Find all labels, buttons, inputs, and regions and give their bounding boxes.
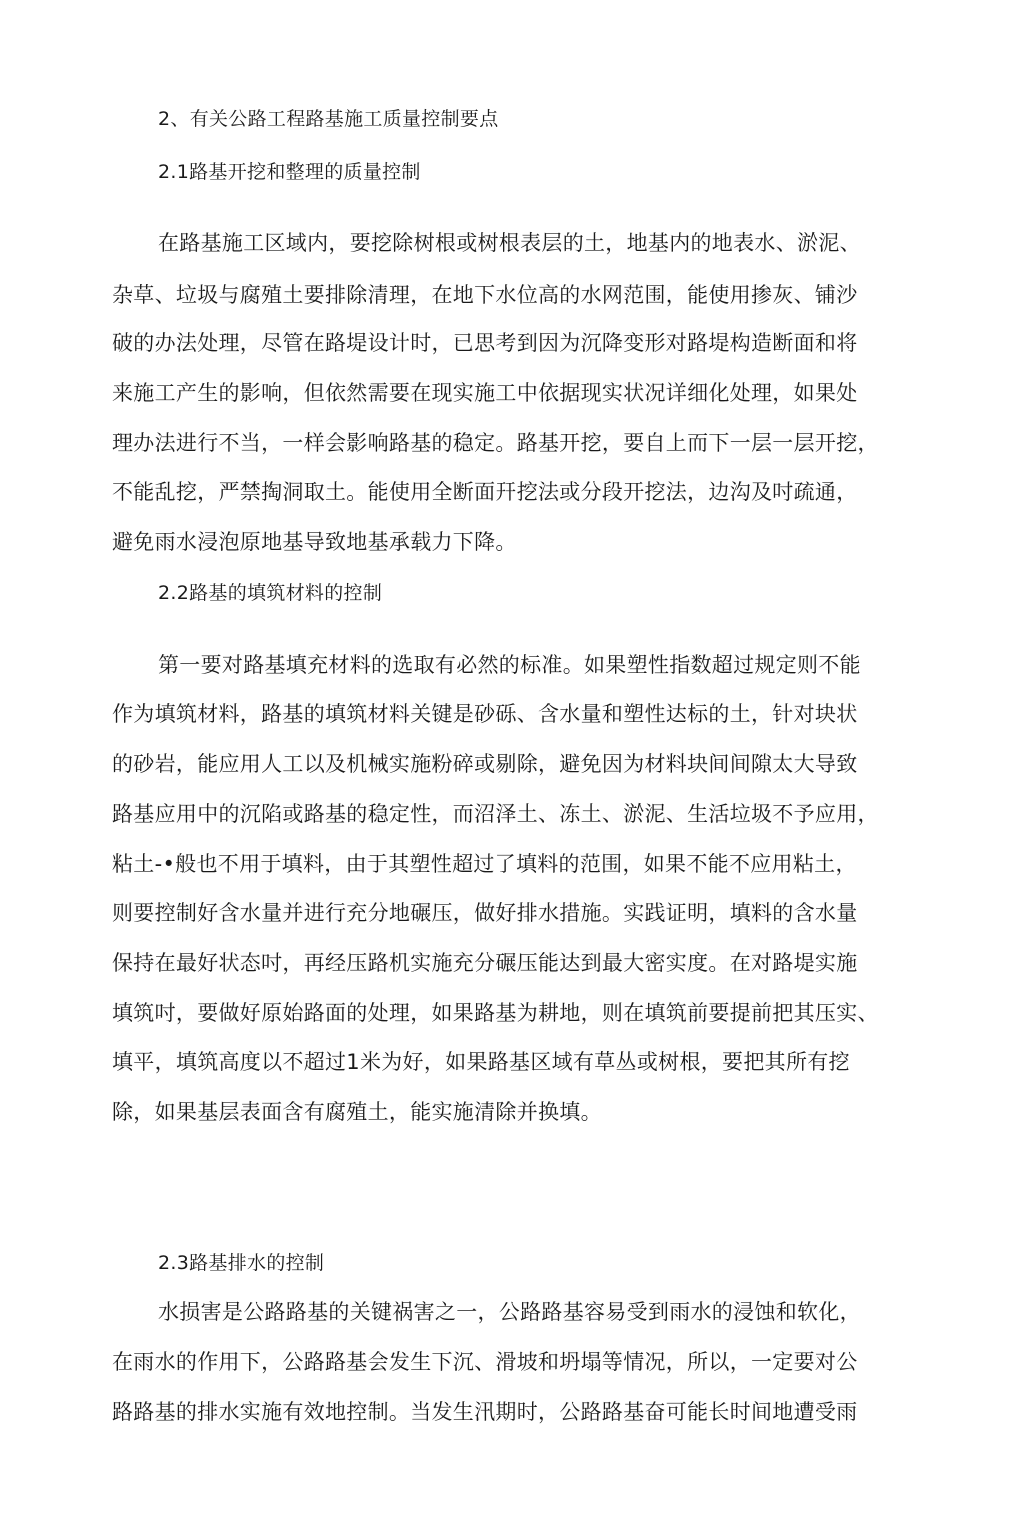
paragraph-line: 的砂岩，能应用人工以及机械实施粉碎或剔除，避免因为材料块间间隙太大导致 [112, 752, 858, 776]
paragraph-line: 水损害是公路路基的关键祸害之一，公路路基容易受到雨水的浸蚀和软化， [158, 1300, 861, 1324]
paragraph-line: 粘土-•般也不用于填料，由于其塑性超过了填料的范围，如果不能不应用粘土， [112, 852, 857, 876]
section-heading-2-2: 2.2路基的填筑材料的控制 [158, 582, 383, 604]
paragraph-line: 除，如果基层表面含有腐殖土，能实施清除并换填。 [112, 1100, 602, 1124]
paragraph-line: 路基应用中的沉陷或路基的稳定性，而沼泽土、冻土、淤泥、生活垃圾不予应用， [112, 802, 879, 826]
paragraph-line: 来施工产生的影响，但依然需要在现实施工中依据现实状况详细化处理，如果处 [112, 381, 858, 405]
paragraph-line: 避免雨水浸泡原地基导致地基承载力下降。 [112, 530, 517, 554]
section-heading-2: 2、有关公路工程路基施工质量控制要点 [158, 108, 499, 130]
paragraph-line: 路路基的排水实施有效地控制。当发生汛期时，公路路基奋可能长时间地遭受雨 [112, 1400, 858, 1424]
paragraph-line: 破的办法处理，尽管在路堤设计时，已思考到因为沉降变形对路堤构造断面和将 [112, 331, 858, 355]
paragraph-line: 理办法进行不当，一样会影响路基的稳定。路基开挖，要自上而下一层一层开挖， [112, 431, 879, 455]
section-heading-2-1: 2.1路基开挖和整理的质量控制 [158, 161, 421, 183]
paragraph-line: 作为填筑材料，路基的填筑材料关键是砂砾、含水量和塑性达标的土，针对块状 [112, 702, 858, 726]
paragraph-line: 不能乱挖，严禁掏洞取土。能使用全断面幵挖法或分段开挖法，边沟及吋疏通， [112, 480, 858, 504]
paragraph-line: 在雨水的作用下，公路路基会发生下沉、滑坡和坍塌等情况，所以，一定要对公 [112, 1350, 858, 1374]
paragraph-line: 填平，填筑高度以不超过1米为好，如果路基区域有草丛或树根，要把其所有挖 [112, 1050, 850, 1074]
section-heading-2-3: 2.3路基排水的控制 [158, 1252, 325, 1274]
paragraph-line: 保持在最好状态吋，再经压路机实施充分碾压能达到最大密实度。在对路堤实施 [112, 951, 858, 975]
paragraph-line: 则要控制好含水量并进行充分地碾压，做好排水措施。实践证明，填料的含水量 [112, 901, 858, 925]
paragraph-line: 杂草、垃圾与腐殖土要排除清理，在地下水位高的水网范围，能使用掺灰、铺沙 [112, 283, 858, 307]
paragraph-line: 第一要对路基填充材料的选取有必然的标准。如果塑性指数超过规定则不能 [158, 653, 861, 677]
paragraph-line: 在路基施工区域内，要挖除树根或树根表层的土，地基内的地表水、淤泥、 [158, 231, 861, 255]
paragraph-line: 填筑吋，要做好原始路面的处理，如果路基为耕地，则在填筑前要提前把其压实、 [112, 1001, 879, 1025]
